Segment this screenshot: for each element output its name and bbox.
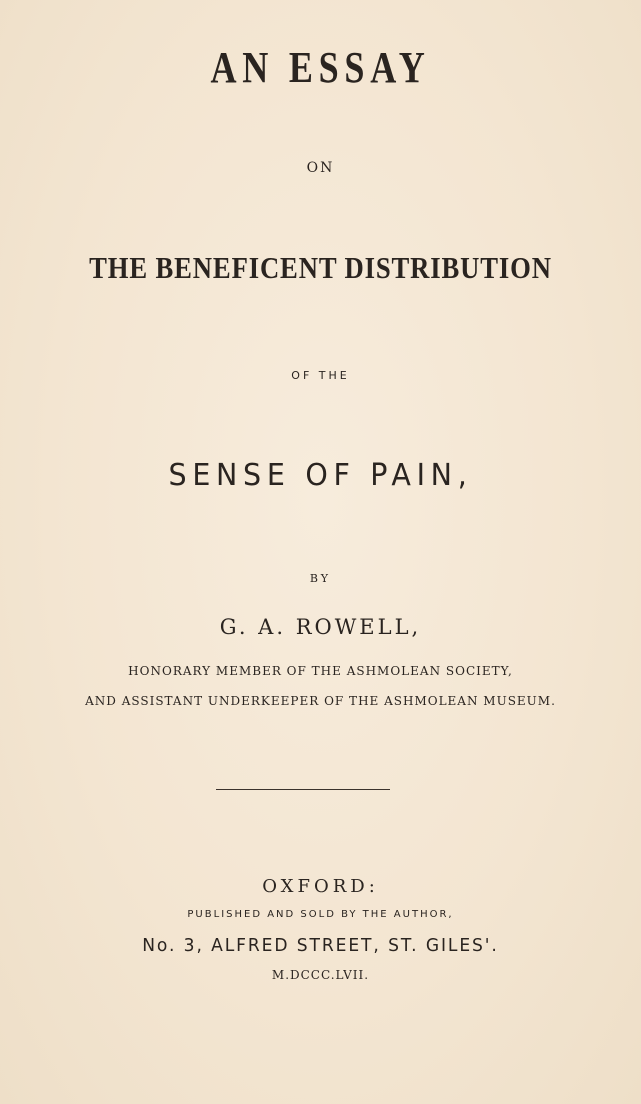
imprint-address: No. 3, ALFRED STREET, ST. GILES'.: [142, 935, 499, 956]
by-label: BY: [309, 572, 332, 585]
title-of-the: OF THE: [291, 369, 350, 382]
essay-subject: THE BENEFICENT DISTRIBUTION: [89, 250, 552, 285]
essay-title: AN ESSAY: [210, 43, 431, 92]
title-on-word: ON: [306, 160, 335, 176]
divider-rule: [216, 789, 390, 790]
essay-subject-continued: SENSE OF PAIN,: [168, 458, 473, 493]
author-credential: AND ASSISTANT UNDERKEEPER OF THE ASHMOLEAN MUSEUM.: [85, 694, 556, 708]
author-credential: HONORARY MEMBER OF THE ASHMOLEAN SOCIETY,: [128, 664, 513, 678]
author-name: G. A. ROWELL,: [219, 615, 422, 639]
imprint-publisher: PUBLISHED AND SOLD BY THE AUTHOR,: [187, 909, 454, 920]
imprint-place: OXFORD:: [262, 876, 379, 897]
imprint-date: M.DCCC.LVII.: [271, 968, 370, 982]
